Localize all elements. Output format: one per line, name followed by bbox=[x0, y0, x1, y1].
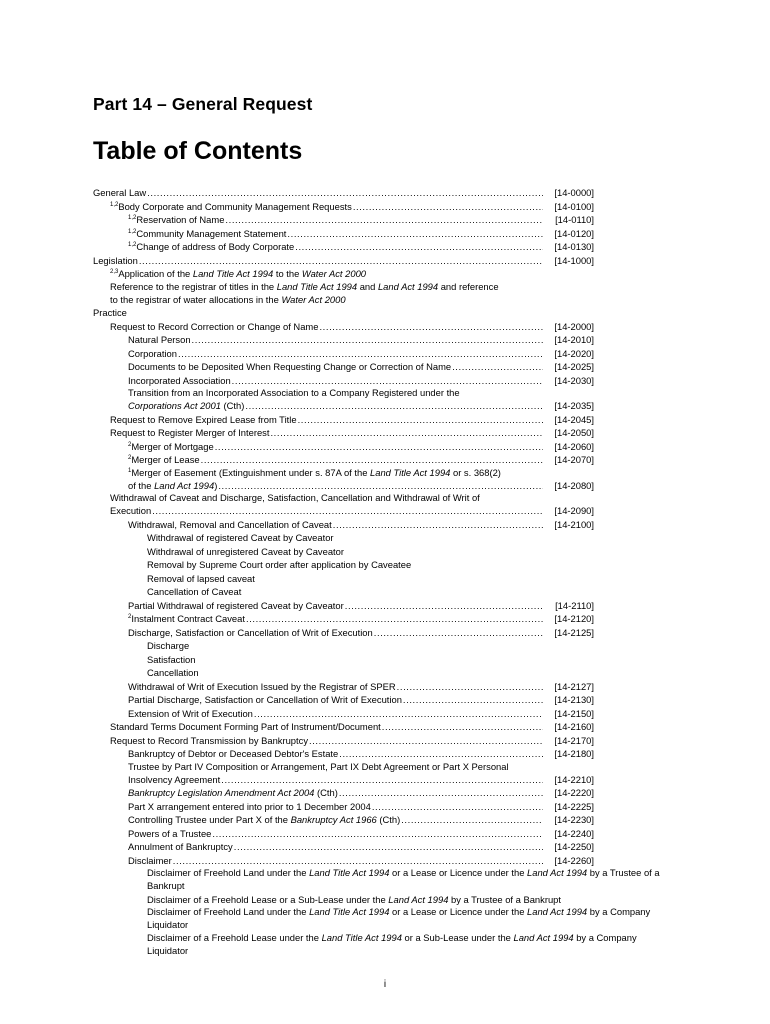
toc-entry-ref: [14-1000] bbox=[554, 254, 594, 266]
toc-entry[interactable] bbox=[0, 518, 770, 532]
toc-entry-footnote-marker: 1,2 bbox=[128, 215, 137, 221]
toc-entry-ref: [14-2125] bbox=[554, 626, 594, 638]
dot-leader bbox=[397, 680, 543, 694]
dot-leader bbox=[173, 854, 543, 868]
toc-entry[interactable] bbox=[0, 360, 770, 374]
toc-entry[interactable] bbox=[0, 267, 770, 281]
toc-entry-ref: [14-2000] bbox=[554, 320, 594, 332]
toc-entry-ref: [14-2180] bbox=[554, 748, 594, 759]
toc-entry-title: $^{1,2}$Change of address of Body Corporate bbox=[128, 241, 295, 252]
toc-entry-title: $^{2,3}$Application of the Land Title Act 1994 to the Water Act 2000 bbox=[110, 268, 367, 279]
toc-entry-ref: [14-0000] bbox=[554, 187, 594, 198]
toc-entry-ref: [14-2045] bbox=[554, 413, 594, 425]
toc-entry[interactable] bbox=[0, 585, 770, 599]
toc-entry[interactable] bbox=[0, 426, 770, 440]
toc-entry[interactable] bbox=[0, 734, 770, 748]
toc-entry[interactable] bbox=[0, 347, 770, 361]
toc-entry-ref: [14-2025] bbox=[554, 361, 594, 372]
toc-entry[interactable] bbox=[0, 467, 770, 479]
toc-entry-title: Disclaimer of a Freehold Lease under the Land Title Act 1994 or a Sub-Lease under the Land Act 1994 by a Company bbox=[147, 931, 637, 943]
toc-entry-title: Annulment of Bankruptcy bbox=[128, 841, 233, 852]
toc-entry-ref: [14-2170] bbox=[554, 734, 594, 746]
toc-entry-ref: [14-2160] bbox=[554, 721, 594, 732]
toc-entry[interactable] bbox=[0, 840, 770, 854]
toc-title: Table of Contents bbox=[93, 137, 303, 165]
toc-entry-ref: [14-2130] bbox=[554, 694, 594, 705]
toc-entry[interactable] bbox=[0, 854, 770, 868]
dot-leader bbox=[192, 333, 543, 347]
toc-entry-title: to the registrar of water allocations in the Water Act 2000 bbox=[110, 293, 346, 305]
toc-entry-ref: [14-2030] bbox=[554, 374, 594, 386]
toc-entry-ref: [14-2230] bbox=[554, 814, 594, 825]
dot-leader bbox=[309, 734, 543, 748]
dot-leader bbox=[139, 254, 543, 268]
toc-entry[interactable] bbox=[0, 932, 770, 944]
toc-entry-ref: [14-0100] bbox=[554, 200, 594, 212]
toc-entry[interactable] bbox=[0, 599, 770, 613]
dot-leader bbox=[403, 693, 543, 707]
toc-entry-title: Bankrupt bbox=[147, 880, 185, 891]
toc-entry-title: $^2$Merger of Mortgage bbox=[128, 440, 214, 452]
toc-entry-title: Liquidator bbox=[147, 919, 189, 930]
toc-entry-ref: [14-2100] bbox=[554, 518, 594, 530]
toc-entry[interactable] bbox=[0, 320, 770, 334]
toc-entry-ref: [14-2150] bbox=[554, 707, 594, 719]
toc-entry-ref: [14-2120] bbox=[554, 613, 594, 624]
toc-entry-title: Removal by Supreme Court order after application by Caveatee bbox=[147, 559, 412, 570]
dot-leader bbox=[382, 720, 543, 734]
toc-entry-footnote-marker: 1,2 bbox=[128, 228, 137, 235]
dot-leader bbox=[221, 773, 543, 787]
toc-entry[interactable] bbox=[0, 867, 770, 879]
toc-entry-title: Corporation bbox=[128, 347, 177, 359]
toc-entry-title: Standard Terms Document Forming Part of Instrument/Document bbox=[110, 721, 381, 732]
toc-entry-title: Trustee by Part IV Composition or Arrangement, Part IX Debt Agreement or Part X Personal bbox=[128, 760, 509, 772]
toc-entry-title: Cancellation of Caveat bbox=[147, 586, 242, 597]
toc-entry[interactable] bbox=[0, 747, 770, 761]
toc-entry[interactable] bbox=[0, 786, 770, 800]
toc-entry-ref: [14-2260] bbox=[554, 854, 594, 866]
toc-entry[interactable] bbox=[0, 281, 770, 293]
toc-entry-title: Disclaimer of Freehold Land under the Land Title Act 1994 or a Lease or Licence under the Land Act 1994 by a Company bbox=[147, 906, 651, 917]
toc-entry-title: Natural Person bbox=[128, 334, 191, 345]
toc-entry-footnote-marker: 1,2 bbox=[110, 201, 119, 208]
toc-entry-title: Legislation bbox=[93, 254, 138, 266]
toc-entry[interactable] bbox=[0, 693, 770, 707]
toc-entry-title: Liquidator bbox=[147, 944, 189, 956]
toc-entry-title: Insolvency Agreement bbox=[128, 773, 221, 785]
toc-entry-title: $^{1,2}$Reservation of Name bbox=[128, 214, 225, 225]
page-number: i bbox=[383, 979, 387, 990]
dot-leader bbox=[333, 518, 543, 532]
dot-leader bbox=[225, 213, 543, 227]
toc-entry[interactable] bbox=[0, 504, 770, 518]
toc-entry[interactable] bbox=[0, 374, 770, 388]
toc-entry[interactable] bbox=[0, 639, 770, 653]
dot-leader bbox=[232, 374, 543, 388]
dot-leader bbox=[254, 707, 543, 721]
toc-entry[interactable] bbox=[0, 707, 770, 721]
toc-entry[interactable] bbox=[0, 399, 770, 413]
dot-leader bbox=[452, 360, 543, 374]
dot-leader bbox=[353, 200, 543, 214]
dot-leader bbox=[339, 786, 543, 800]
dot-leader bbox=[372, 800, 543, 814]
toc-entry-footnote-marker: 2 bbox=[128, 455, 132, 461]
toc-entry-title: Removal of lapsed caveat bbox=[147, 572, 255, 584]
dot-leader bbox=[270, 426, 543, 440]
dot-leader bbox=[152, 504, 543, 518]
toc-entry-ref: [14-2240] bbox=[554, 827, 594, 839]
toc-entry-title: Powers of a Trustee bbox=[128, 827, 212, 839]
toc-entry-ref: [14-2210] bbox=[554, 773, 594, 785]
toc-entry-ref: [14-2035] bbox=[554, 400, 594, 411]
toc-entry[interactable] bbox=[0, 680, 770, 694]
dot-leader bbox=[215, 440, 543, 454]
toc-entry[interactable] bbox=[0, 773, 770, 787]
toc-entry-ref: [14-0120] bbox=[554, 227, 594, 239]
dot-leader bbox=[246, 612, 543, 626]
toc-entry[interactable] bbox=[0, 813, 770, 827]
toc-entry-title: Disclaimer of a Freehold Lease or a Sub-Lease under the Land Act 1994 by a Trustee of a Bankrupt bbox=[147, 893, 561, 905]
toc-entry-ref: [14-2220] bbox=[554, 787, 594, 798]
toc-entry-footnote-marker: 2,3 bbox=[110, 269, 119, 275]
toc-entry-title: Practice bbox=[93, 307, 127, 318]
toc-entry[interactable] bbox=[0, 227, 770, 241]
toc-entry[interactable] bbox=[0, 387, 770, 399]
dot-leader bbox=[295, 240, 543, 254]
toc-entry[interactable] bbox=[0, 440, 770, 454]
toc-entry[interactable] bbox=[0, 186, 770, 200]
dot-leader bbox=[212, 827, 543, 841]
toc-entry-title: Disclaimer of Freehold Land under the Land Title Act 1994 or a Lease or Licence under the Land Act 1994 by a Trustee of a bbox=[147, 867, 660, 878]
toc-entry-footnote-marker: 2 bbox=[128, 441, 132, 448]
toc-entry[interactable] bbox=[0, 240, 770, 254]
dot-leader bbox=[319, 320, 543, 334]
toc-entry[interactable] bbox=[0, 558, 770, 572]
toc-entry-title: Discharge, Satisfaction or Cancellation of Writ of Execution bbox=[128, 626, 373, 638]
toc-entry-title: Request to Remove Expired Lease from Title bbox=[110, 413, 297, 425]
toc-entry-title: Withdrawal of unregistered Caveat by Caveator bbox=[147, 545, 344, 557]
dot-leader bbox=[339, 747, 543, 761]
toc-entry[interactable] bbox=[0, 827, 770, 841]
toc-entry-title: Partial Discharge, Satisfaction or Cancellation of Writ of Execution bbox=[128, 694, 402, 705]
table-of-contents bbox=[0, 186, 770, 957]
dot-leader bbox=[178, 347, 543, 361]
toc-entry-title: Withdrawal of Caveat and Discharge, Satisfaction, Cancellation and Withdrawal of Writ of bbox=[110, 492, 480, 503]
toc-entry[interactable] bbox=[0, 666, 770, 680]
toc-entry-title: Satisfaction bbox=[147, 653, 196, 665]
toc-entry-title: Bankruptcy of Debtor or Deceased Debtor's Estate bbox=[128, 748, 339, 759]
toc-entry-ref: [14-0130] bbox=[554, 241, 594, 252]
toc-entry-ref: [14-2010] bbox=[554, 334, 594, 345]
toc-entry-title: Documents to be Deposited When Requesting Change or Correction of Name bbox=[128, 361, 452, 372]
toc-entry-title: $^2$Merger of Lease bbox=[128, 454, 200, 465]
toc-entry-title: of the Land Act 1994) bbox=[128, 479, 218, 491]
toc-entry[interactable] bbox=[0, 531, 770, 545]
toc-entry[interactable] bbox=[0, 918, 770, 932]
toc-entry-ref: [14-2050] bbox=[554, 427, 594, 438]
toc-entry[interactable] bbox=[0, 800, 770, 814]
dot-leader bbox=[245, 399, 543, 413]
toc-entry-title: Extension of Writ of Execution bbox=[128, 707, 253, 719]
toc-entry-title: Cancellation bbox=[147, 667, 199, 678]
toc-entry-title: Controlling Trustee under Part X of the Bankruptcy Act 1966 (Cth) bbox=[128, 814, 401, 825]
toc-entry[interactable] bbox=[0, 879, 770, 893]
toc-entry-ref: [14-2070] bbox=[554, 454, 594, 465]
toc-entry[interactable] bbox=[0, 906, 770, 918]
toc-entry[interactable] bbox=[0, 761, 770, 773]
toc-entry[interactable] bbox=[0, 453, 770, 467]
dot-leader bbox=[401, 813, 543, 827]
dot-leader bbox=[234, 840, 543, 854]
toc-entry-title: $^2$Instalment Contract Caveat bbox=[128, 613, 245, 624]
dot-leader bbox=[374, 626, 543, 640]
toc-entry-title: Discharge bbox=[147, 640, 190, 651]
dot-leader bbox=[298, 413, 543, 427]
toc-entry-title: Withdrawal, Removal and Cancellation of Caveat bbox=[128, 518, 332, 530]
toc-entry[interactable] bbox=[0, 626, 770, 640]
toc-entry[interactable] bbox=[0, 413, 770, 427]
toc-entry-ref: [14-2127] bbox=[554, 680, 594, 692]
toc-entry-title: Request to Record Correction or Change of Name bbox=[110, 320, 319, 332]
toc-entry[interactable] bbox=[0, 492, 770, 504]
toc-entry-title: Withdrawal of registered Caveat by Caveator bbox=[147, 532, 334, 543]
toc-entry-title: Incorporated Association bbox=[128, 374, 231, 386]
toc-entry-title: Reference to the registrar of titles in the Land Title Act 1994 and Land Act 1994 and reference bbox=[110, 280, 499, 292]
toc-entry[interactable] bbox=[0, 213, 770, 227]
toc-entry-title: $^{1,2}$Body Corporate and Community Management Requests bbox=[110, 200, 352, 212]
toc-entry-title: Request to Register Merger of Interest bbox=[110, 427, 270, 438]
toc-entry[interactable] bbox=[0, 545, 770, 559]
toc-entry[interactable] bbox=[0, 479, 770, 493]
toc-entry-footnote-marker: 1,2 bbox=[128, 242, 137, 248]
toc-entry-title: Withdrawal of Writ of Execution Issued by the Registrar of SPER bbox=[128, 680, 396, 692]
toc-entry-title: Part X arrangement entered into prior to 1 December 2004 bbox=[128, 800, 371, 812]
dot-leader bbox=[147, 186, 543, 200]
part-title: Part 14 – General Request bbox=[93, 94, 313, 114]
toc-entry[interactable] bbox=[0, 293, 770, 307]
toc-entry-footnote-marker: 1 bbox=[128, 467, 132, 474]
toc-entry[interactable] bbox=[0, 720, 770, 734]
toc-entry-title: Request to Record Transmission by Bankruptcy bbox=[110, 734, 309, 746]
toc-entry-ref: [14-2060] bbox=[554, 440, 594, 452]
toc-entry[interactable] bbox=[0, 200, 770, 214]
toc-entry-title: $^{1,2}$Community Management Statement bbox=[128, 227, 287, 239]
toc-entry-title: Corporations Act 2001 (Cth) bbox=[128, 400, 245, 411]
toc-entry-title: Execution bbox=[110, 505, 152, 516]
toc-entry-ref: [14-2080] bbox=[554, 479, 594, 491]
toc-entry[interactable] bbox=[0, 944, 770, 958]
dot-leader bbox=[287, 227, 543, 241]
toc-entry-title: General Law bbox=[93, 187, 147, 198]
toc-entry-ref: [14-2225] bbox=[554, 800, 594, 812]
toc-entry-ref: [14-2110] bbox=[555, 599, 594, 611]
toc-entry[interactable] bbox=[0, 254, 770, 268]
toc-entry[interactable] bbox=[0, 572, 770, 586]
dot-leader bbox=[218, 479, 543, 493]
toc-entry-title: Disclaimer bbox=[128, 854, 172, 866]
toc-entry-ref: [14-0110] bbox=[555, 214, 594, 225]
toc-entry-ref: [14-2020] bbox=[554, 347, 594, 359]
toc-entry-title: Partial Withdrawal of registered Caveat by Caveator bbox=[128, 599, 344, 611]
toc-entry-footnote-marker: 2 bbox=[128, 614, 132, 620]
toc-entry[interactable] bbox=[0, 333, 770, 347]
toc-entry[interactable] bbox=[0, 306, 770, 320]
dot-leader bbox=[345, 599, 543, 613]
toc-entry-title: Transition from an Incorporated Association to a Company Registered under the bbox=[128, 387, 460, 398]
toc-entry[interactable] bbox=[0, 893, 770, 907]
toc-entry-title: $^1$Merger of Easement (Extinguishment under s. 87A of the Land Title Act 1994 or s. 368(2) bbox=[128, 466, 501, 478]
toc-entry[interactable] bbox=[0, 612, 770, 626]
toc-entry-ref: [14-2250] bbox=[554, 841, 594, 852]
toc-entry-title: Bankruptcy Legislation Amendment Act 2004 (Cth) bbox=[128, 787, 338, 798]
dot-leader bbox=[201, 453, 543, 467]
toc-entry-ref: [14-2090] bbox=[554, 505, 594, 516]
toc-entry[interactable] bbox=[0, 653, 770, 667]
